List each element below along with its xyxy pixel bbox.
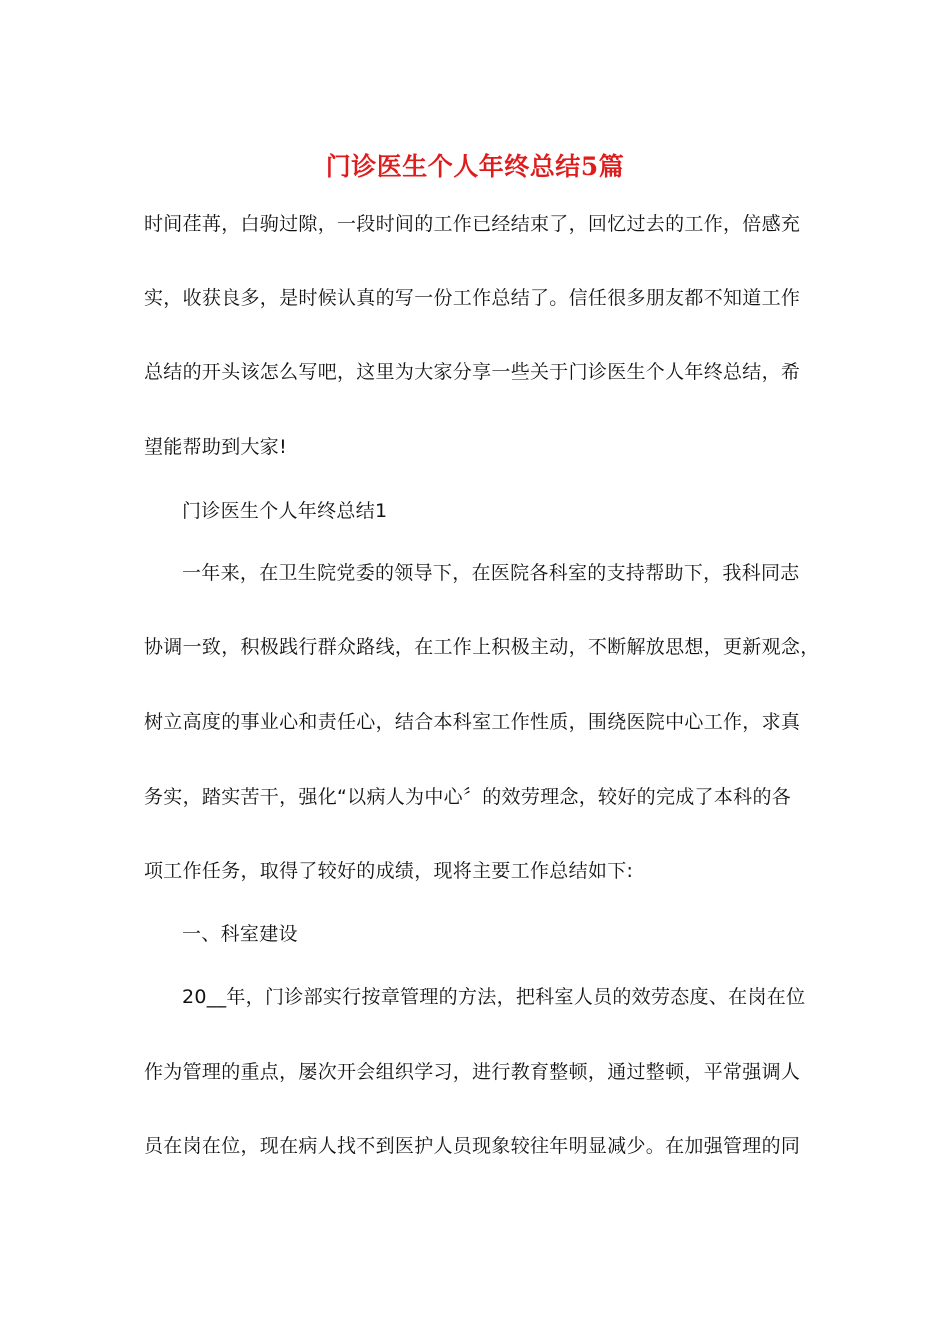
body-line-7: 作为管理的重点，屡次开会组织学习，进行教育整顿，通过整顿，平常强调人 [144,1061,801,1083]
intro-line-3: 总结的开头该怎么写吧，这里为大家分享一些关于门诊医生个人年终总结，希 [144,361,801,383]
body-line-2: 协调一致，积极践行群众路线，在工作上积极主动，不断解放思想，更新观念， [144,636,820,658]
body-line-1: 一年来，在卫生院党委的领导下，在医院各科室的支持帮助下，我科同志 [182,562,800,584]
body-line-6: 20__年，门诊部实行按章管理的方法，把科室人员的效劳态度、在岗在位 [182,986,806,1008]
intro-line-2: 实，收获良多，是时候认真的写一份工作总结了。信任很多朋友都不知道工作 [144,287,801,309]
intro-line-4: 望能帮助到大家! [144,436,288,458]
intro-line-1: 时间荏苒，白驹过隙，一段时间的工作已经结束了，回忆过去的工作，倍感充 [144,213,801,235]
body-line-4: 务实，踏实苦干，强化“以病人为中心〞的效劳理念，较好的完成了本科的各 [144,786,792,808]
document-title: 门诊医生个人年终总结5篇 [325,152,625,181]
body-line-8: 员在岗在位，现在病人找不到医护人员现象较往年明显减少。在加强管理的同 [144,1135,801,1157]
body-line-5: 项工作任务，取得了较好的成绩，现将主要工作总结如下: [144,860,634,882]
section-heading-1: 门诊医生个人年终总结1 [182,500,388,522]
body-line-3: 树立高度的事业心和责任心，结合本科室工作性质，围绕医院中心工作，求真 [144,711,801,733]
subsection-heading-1: 一、科室建设 [182,923,298,945]
